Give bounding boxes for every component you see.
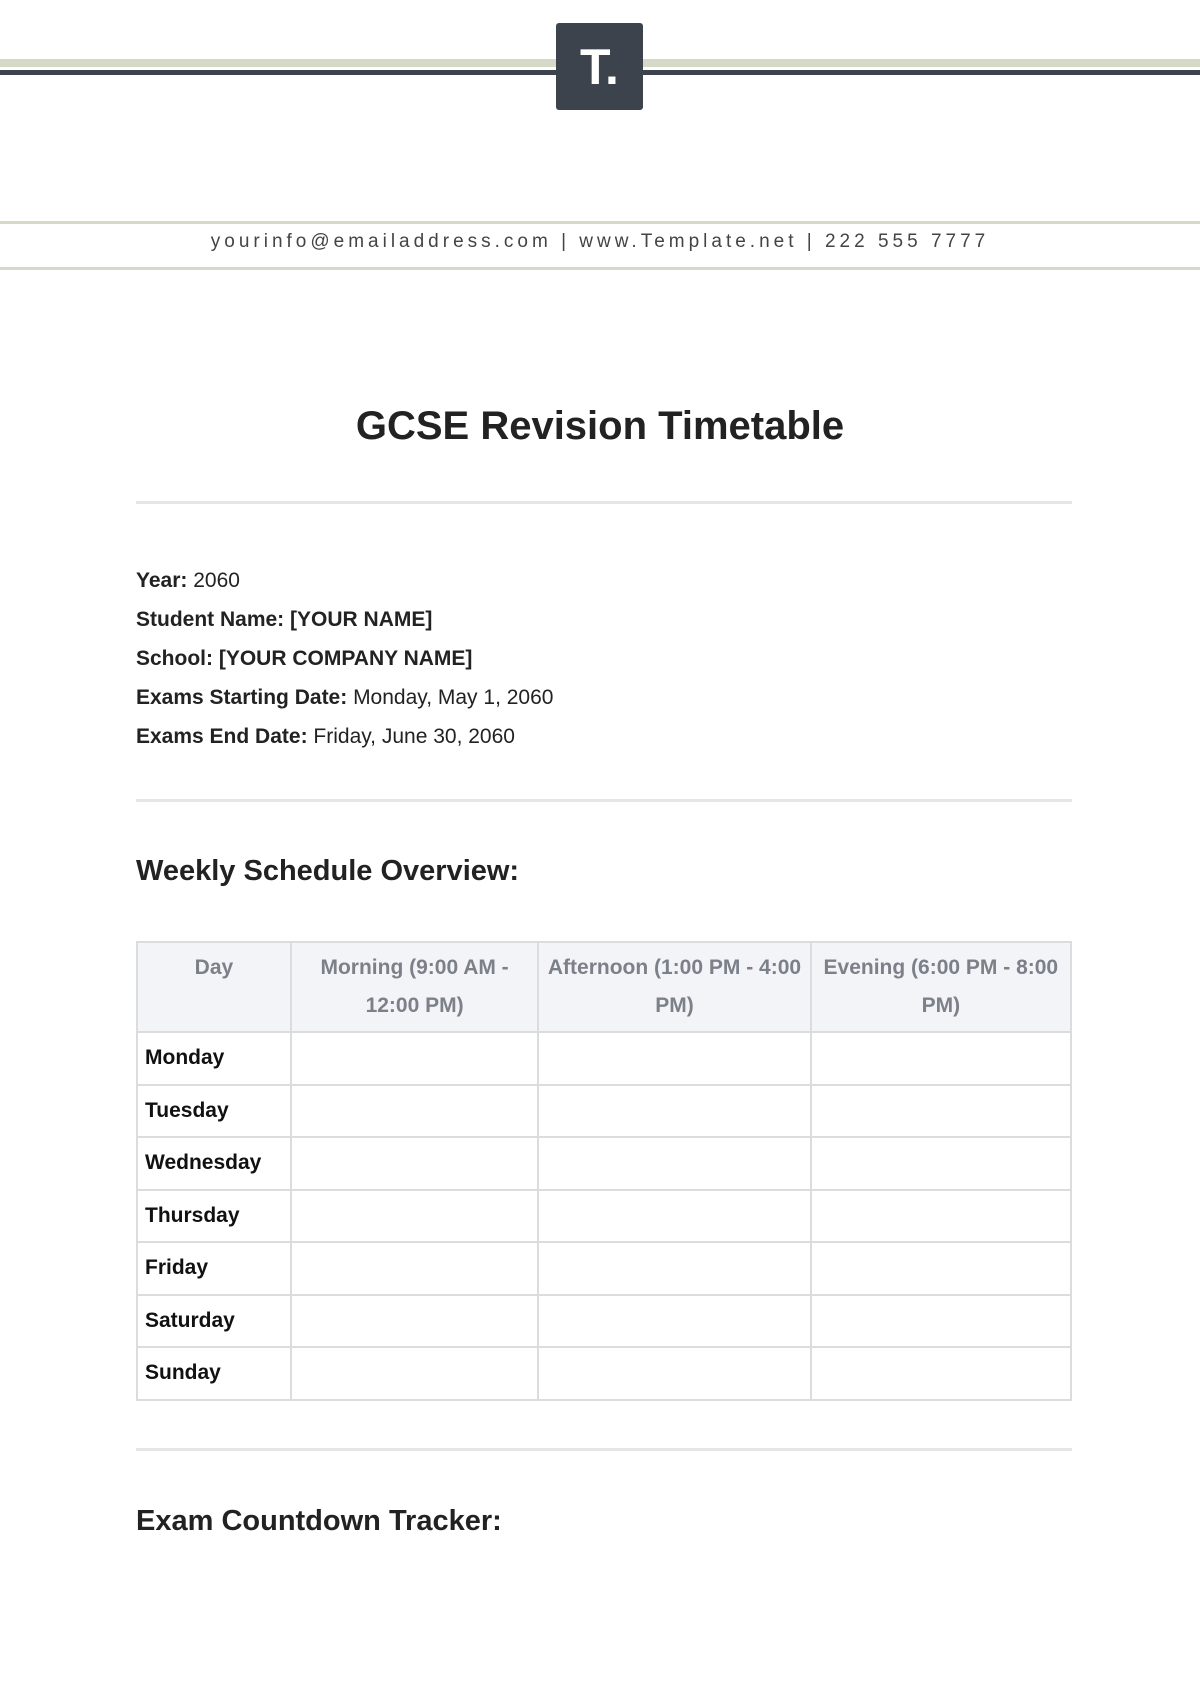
- divider: [136, 799, 1072, 802]
- student-info: [136, 561, 553, 756]
- info-value: [YOUR NAME]: [284, 608, 433, 631]
- info-start-date: [136, 678, 553, 717]
- morning-cell[interactable]: [291, 1295, 538, 1348]
- page-title: GCSE Revision Timetable: [355, 404, 845, 448]
- contact-info: yourinfo@emailaddress.com | www.Template.net | 222 555 7777: [210, 231, 990, 252]
- countdown-heading: Exam Countdown Tracker:: [136, 1505, 502, 1537]
- col-header-evening: Evening (6:00 PM - 8:00 PM): [811, 942, 1071, 1032]
- table-row: [137, 1242, 1071, 1295]
- contact-rule-bottom: [0, 267, 1200, 270]
- col-header-day: Day: [137, 942, 291, 1032]
- table-row: [137, 1190, 1071, 1243]
- table-row: [137, 1347, 1071, 1400]
- info-value: Monday, May 1, 2060: [347, 686, 554, 709]
- morning-cell[interactable]: [291, 1085, 538, 1138]
- evening-cell[interactable]: [811, 1085, 1071, 1138]
- col-header-afternoon: Afternoon (1:00 PM - 4:00 PM): [538, 942, 810, 1032]
- weekly-heading: Weekly Schedule Overview:: [136, 855, 520, 887]
- afternoon-cell[interactable]: [538, 1295, 810, 1348]
- weekly-schedule-table: [136, 941, 1072, 1401]
- info-label: Exams Starting Date:: [136, 686, 348, 709]
- day-cell: Monday: [137, 1032, 291, 1085]
- morning-cell[interactable]: [291, 1347, 538, 1400]
- morning-cell[interactable]: [291, 1242, 538, 1295]
- afternoon-cell[interactable]: [538, 1347, 810, 1400]
- morning-cell[interactable]: [291, 1190, 538, 1243]
- info-end-date: [136, 717, 553, 756]
- info-value: 2060: [187, 569, 240, 592]
- morning-cell[interactable]: [291, 1032, 538, 1085]
- contact-rule-top: [0, 221, 1200, 224]
- day-cell: Wednesday: [137, 1137, 291, 1190]
- afternoon-cell[interactable]: [538, 1242, 810, 1295]
- divider: [136, 501, 1072, 504]
- day-cell: Tuesday: [137, 1085, 291, 1138]
- evening-cell[interactable]: [811, 1295, 1071, 1348]
- table-row: [137, 1032, 1071, 1085]
- day-cell: Sunday: [137, 1347, 291, 1400]
- info-year: [136, 561, 553, 600]
- table-row: [137, 1085, 1071, 1138]
- info-label: School:: [136, 647, 213, 670]
- table-row: [137, 1295, 1071, 1348]
- info-label: Exams End Date:: [136, 725, 308, 748]
- evening-cell[interactable]: [811, 1242, 1071, 1295]
- afternoon-cell[interactable]: [538, 1190, 810, 1243]
- info-value: Friday, June 30, 2060: [307, 725, 515, 748]
- afternoon-cell[interactable]: [538, 1032, 810, 1085]
- logo: [556, 23, 643, 110]
- morning-cell[interactable]: [291, 1137, 538, 1190]
- col-header-morning: Morning (9:00 AM - 12:00 PM): [291, 942, 538, 1032]
- evening-cell[interactable]: [811, 1190, 1071, 1243]
- info-label: Year:: [136, 569, 188, 592]
- day-cell: Saturday: [137, 1295, 291, 1348]
- info-value: [YOUR COMPANY NAME]: [213, 647, 473, 670]
- divider: [136, 1448, 1072, 1451]
- afternoon-cell[interactable]: [538, 1137, 810, 1190]
- evening-cell[interactable]: [811, 1032, 1071, 1085]
- evening-cell[interactable]: [811, 1347, 1071, 1400]
- afternoon-cell[interactable]: [538, 1085, 810, 1138]
- day-cell: Thursday: [137, 1190, 291, 1243]
- info-label: Student Name:: [136, 608, 285, 631]
- logo-letter: T.: [580, 38, 619, 95]
- info-student-name: [136, 600, 553, 639]
- day-cell: Friday: [137, 1242, 291, 1295]
- evening-cell[interactable]: [811, 1137, 1071, 1190]
- info-school: [136, 639, 553, 678]
- table-row: [137, 1137, 1071, 1190]
